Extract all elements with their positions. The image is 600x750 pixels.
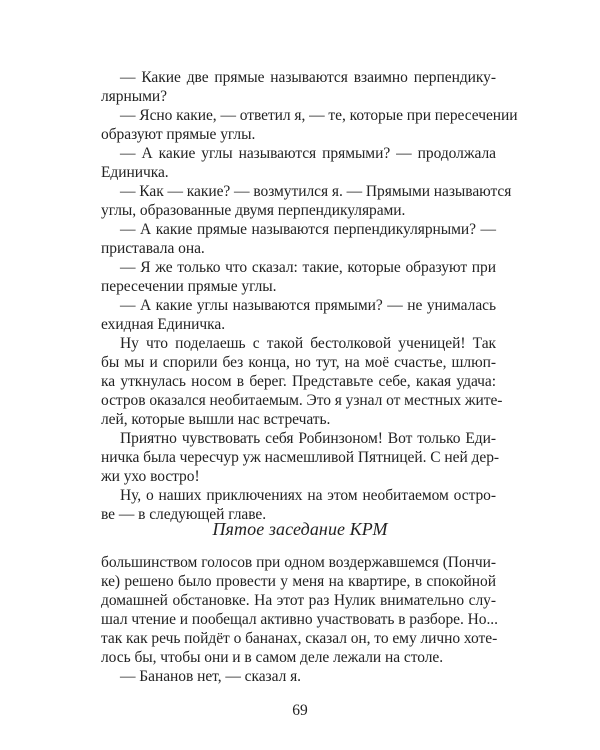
- text-line: Ну, о наших приключениях на этом необитаемом остро-: [120, 487, 496, 504]
- text-line: ве — в следующей главе.: [101, 506, 267, 523]
- text-line: — Я же только что сказал: такие, которые образуют при: [120, 259, 496, 276]
- text-line: Единичка.: [101, 164, 169, 181]
- section-heading: Пятое заседание КРМ: [212, 519, 388, 539]
- text-line: — Бананов нет, — сказал я.: [120, 668, 301, 685]
- text-line: жи ухо востро!: [101, 468, 200, 485]
- text-line: — Какие две прямые называются взаимно перпендику-: [120, 69, 496, 86]
- text-line: — А какие углы называются прямыми? — продолжала: [120, 145, 496, 162]
- text-line: — Ясно какие, — ответил я, — те, которые при пересечении: [120, 107, 518, 124]
- text-line: ка уткнулась носом в берег. Представьте себе, какая удача:: [101, 373, 496, 390]
- text-line: так как речь пойдёт о бананах, сказал он, то ему лично хоте-: [101, 630, 498, 647]
- text-line: пересечении прямые углы.: [101, 278, 277, 295]
- text-line: шал чтение и пообещал активно участвовать в разборе. Но...: [101, 611, 498, 628]
- text-line: — А какие углы называются прямыми? — не унималась: [120, 297, 496, 314]
- text-line: Приятно чувствовать себя Робинзоном! Вот только Еди-: [120, 430, 496, 447]
- text-line: образуют прямые углы.: [101, 126, 256, 143]
- text-line: лей, которые вышли нас встречать.: [101, 411, 331, 428]
- text-line: лярными?: [101, 88, 167, 105]
- page-number: 69: [292, 702, 308, 719]
- text-line: остров оказался необитаемым. Это я узнал от местных жите-: [101, 392, 503, 409]
- text-line: домашней обстановке. На этот раз Нулик внимательно слу-: [101, 592, 496, 609]
- text-line: лось бы, чтобы они и в самом деле лежали на столе.: [101, 649, 444, 666]
- text-line: Ну что поделаешь с такой бестолковой ученицей! Так: [120, 335, 496, 352]
- text-line: углы, образованные двумя перпендикулярами.: [101, 202, 406, 219]
- text-line: приставала она.: [101, 240, 205, 257]
- text-line: большинством голосов при одном воздержавшемся (Пончи-: [101, 554, 496, 571]
- text-line: ехидная Единичка.: [101, 316, 226, 333]
- text-line: — А какие прямые называются перпендикулярными? —: [120, 221, 496, 238]
- text-line: — Как — какие? — возмутился я. — Прямыми называются: [120, 183, 512, 200]
- text-line: бы мы и спорили без конца, но тут, на моё счастье, шлюп-: [101, 354, 496, 371]
- text-line: ничка была чересчур уж насмешливой Пятницей. С ней дер-: [101, 449, 500, 466]
- text-line: ке) решено было провести у меня на квартире, в спокойной: [101, 573, 496, 590]
